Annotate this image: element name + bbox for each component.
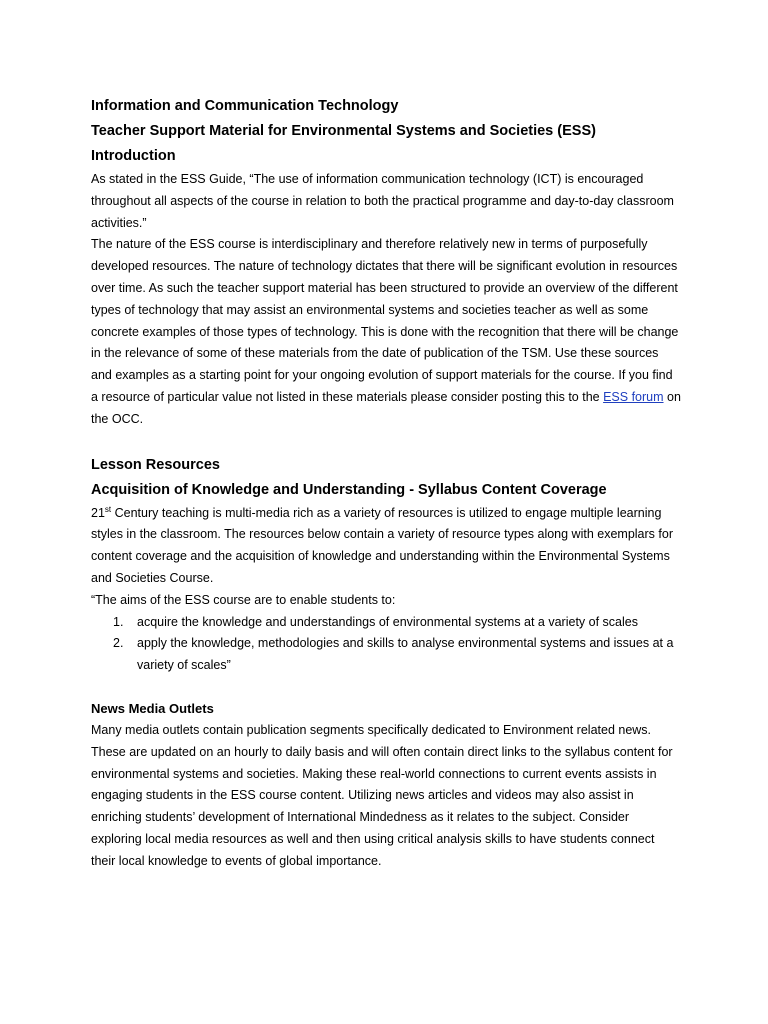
introduction-paragraph-2-end: on the OCC. — [91, 389, 681, 426]
century-number: 21 — [91, 505, 105, 520]
news-media-heading: News Media Outlets — [91, 700, 214, 716]
list-item — [91, 633, 681, 677]
introduction-paragraph-1: As stated in the ESS Guide, “The use of information communication technology (ICT) is encouraged throughout all aspects of the course in relation to both the practical programme and day-to-day classroom activities.” — [91, 172, 674, 230]
lesson-resources-paragraph-text: Century teaching is multi-media rich as a variety of resources is utilized to engage multiple learning styles in the classroom. The resources below contain a variety of resource types along with exemplars for content coverage and the acquisition of knowledge and understanding within the Environmental Systems and Societies Course. — [91, 505, 673, 585]
list-item-text: acquire the knowledge and understandings of environmental systems at a variety of scales — [137, 614, 638, 629]
aims-list — [91, 612, 681, 677]
list-item-number: 1. — [113, 614, 124, 629]
introduction-heading: Introduction — [91, 148, 176, 164]
lesson-resources-paragraph — [91, 503, 681, 590]
introduction-paragraph-2-text: The nature of the ESS course is interdisciplinary and therefore relatively new in terms of purposefully developed resources. The nature of technology dictates that there will be significant evolution in resources over time. As such the teacher support material has been structured to provide an overview of the different types of technology that may assist an environmental systems and societies teacher as well as some concrete examples of those types of technology. This is done with the recognition that there will be change in the relevance of some of these materials from the date of publication of the TSM. Use these sources and examples as a starting point for your ongoing evolution of support materials for the course. If you find a resource of particular value not listed in these materials please consider posting this to the — [91, 237, 679, 404]
lesson-resources-heading: Lesson Resources — [91, 456, 220, 473]
century-superscript: st — [104, 504, 112, 514]
list-item-text: apply the knowledge, methodologies and skills to analyse environmental systems and issues at a variety of scales” — [137, 636, 674, 673]
introduction-paragraph-2 — [91, 234, 681, 430]
document-title-line1: Information and Communication Technology — [91, 98, 399, 114]
document-title-line2: Teacher Support Material for Environmental Systems and Societies (ESS) — [91, 123, 596, 139]
list-item-number: 2. — [113, 636, 124, 651]
aims-intro: “The aims of the ESS course are to enable students to: — [91, 592, 396, 607]
news-media-paragraph: Many media outlets contain publication segments specifically dedicated to Environment related news. These are updated on an hourly to daily basis and will often contain direct links to the syllabus content for environmental systems and societies. Making these real-world connections to current events assists in engaging students in the ESS course content. Utilizing news articles and videos may also assist in enriching students’ development of International Mindedness as it relates to the subject. Consider exploring local media resources as well and then using critical analysis skills to have students connect their local knowledge to events of global importance. — [91, 722, 673, 868]
ess-forum-link[interactable]: ESS forum — [603, 389, 664, 404]
document-page — [91, 94, 681, 873]
list-item — [91, 612, 681, 634]
knowledge-coverage-subheading: Acquisition of Knowledge and Understanding - Syllabus Content Coverage — [91, 481, 607, 498]
